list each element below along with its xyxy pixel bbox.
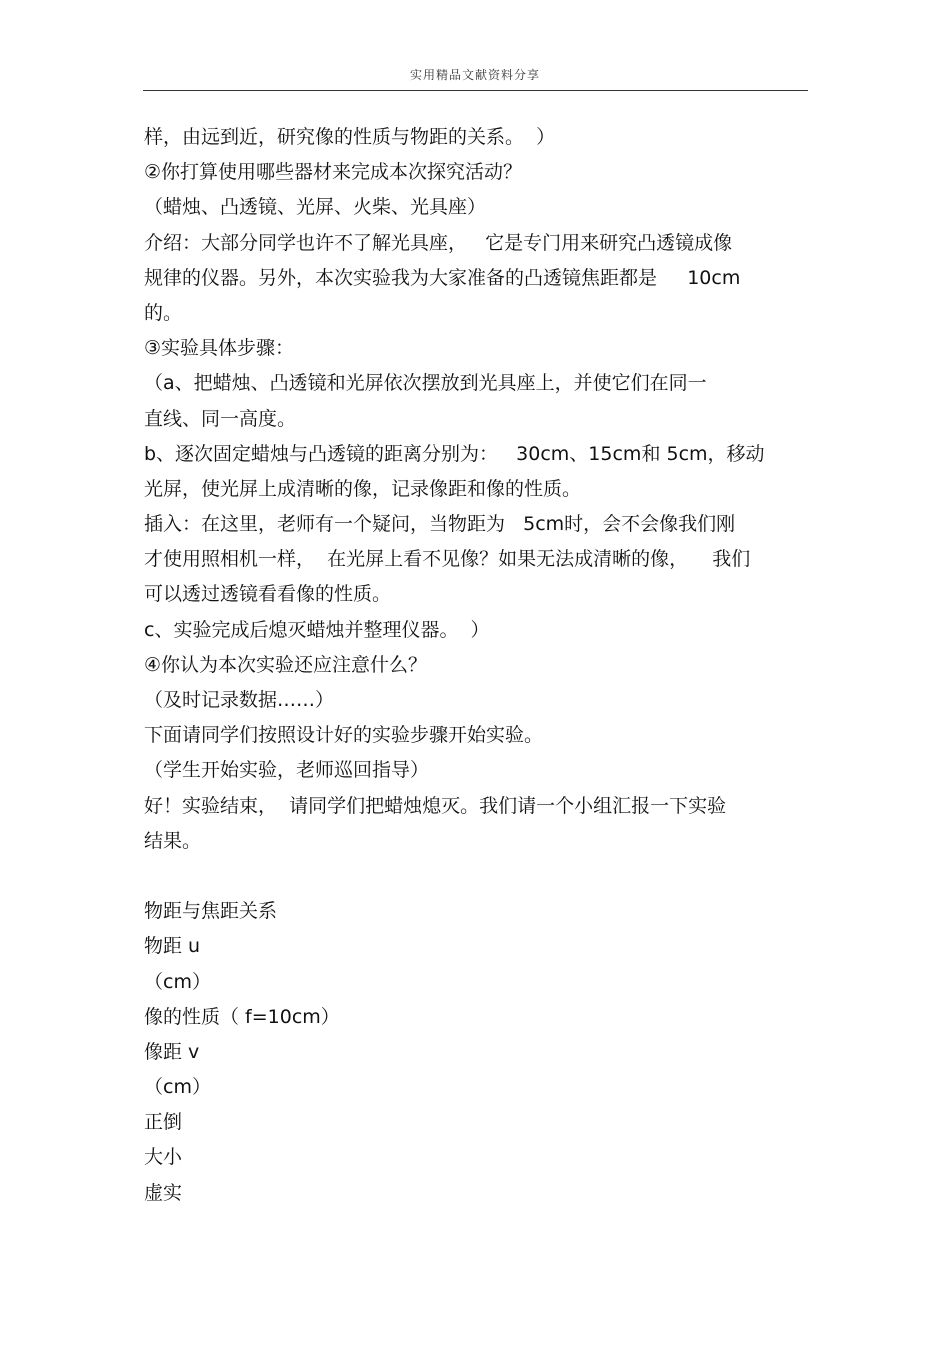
paragraph-line: 结果。 <box>144 829 202 852</box>
table-text-line: 像距 v <box>144 1040 200 1063</box>
table-text-line: 大小 <box>144 1146 183 1169</box>
paragraph-line: 好！实验结束， 请同学们把蜡烛熄灭。我们请一个小组汇报一下实验 <box>144 794 727 817</box>
paragraph-line: 可以透过透镜看看像的性质。 <box>144 583 392 606</box>
paragraph-line: 直线、同一高度。 <box>144 407 297 430</box>
paragraph-line: 介绍：大部分同学也许不了解光具座， 它是专门用来研究凸透镜成像 <box>144 231 733 254</box>
table-text-line: 像的性质（ f=10cm） <box>144 1005 340 1028</box>
paragraph-line: 插入：在这里，老师有一个疑问，当物距为 5cm时，会不会像我们刚 <box>144 513 736 536</box>
paragraph-line: 下面请同学们按照设计好的实验步骤开始实验。 <box>144 724 544 747</box>
blank-line <box>144 859 809 894</box>
paragraph-line: （蜡烛、凸透镜、光屏、火柴、光具座） <box>144 196 487 219</box>
document-body <box>144 120 809 1211</box>
page-header: 实用精品文献资料分享 <box>409 68 540 82</box>
paragraph-line: 光屏，使光屏上成清晰的像，记录像距和像的性质。 <box>144 477 582 500</box>
paragraph-line: 的。 <box>144 301 183 324</box>
table-text-line: 物距 u <box>144 935 201 958</box>
paragraph-line: ②你打算使用哪些器材来完成本次探究活动？ <box>144 161 523 184</box>
paragraph-line: c、实验完成后熄灭蜡烛并整理仪器。 ） <box>144 618 490 641</box>
paragraph-line: 才使用照相机一样， 在光屏上看不见像？如果无法成清晰的像， 我们 <box>144 548 751 571</box>
table-text-line: （cm） <box>144 1076 211 1099</box>
paragraph-line: （及时记录数据……） <box>144 689 335 711</box>
paragraph-line: b、逐次固定蜡烛与凸透镜的距离分别为： 30cm、15cm和 5cm，移动 <box>144 442 765 465</box>
paragraph-line: （a、把蜡烛、凸透镜和光屏依次摆放到光具座上，并使它们在同一 <box>144 372 707 395</box>
table-text-line: 正倒 <box>144 1111 183 1134</box>
paragraph-line: ③实验具体步骤： <box>144 337 295 360</box>
table-text-line: （cm） <box>144 970 211 993</box>
paragraph-line: 样，由远到近，研究像的性质与物距的关系。 ） <box>144 126 556 148</box>
table-text-line: 物距与焦距关系 <box>144 900 278 923</box>
paragraph-line: 规律的仪器。另外，本次实验我为大家准备的凸透镜焦距都是 10cm <box>144 266 741 289</box>
table-text-line: 虚实 <box>144 1181 183 1204</box>
paragraph-line: （学生开始实验，老师巡回指导） <box>144 759 430 782</box>
header-divider <box>143 90 808 91</box>
paragraph-line: ④你认为本次实验还应注意什么？ <box>144 653 428 676</box>
